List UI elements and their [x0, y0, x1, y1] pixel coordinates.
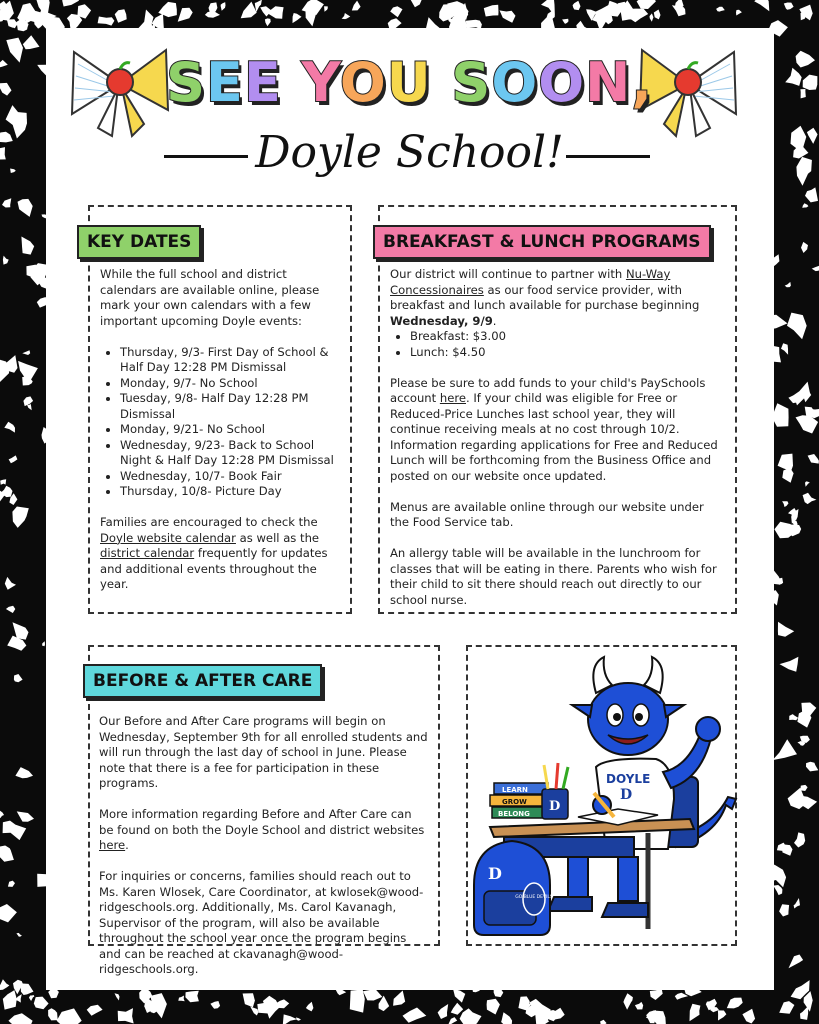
breakfast-text: . If your child was eligible for Free or Reduced-Price Lunches last school year, they will continue receiving meals at no cost through 10/2. Information regarding applications for Free and Reduced Lunch will be forthcoming from the Business Office and posted on our website once updated. [390, 391, 718, 483]
care-p3: For inquiries or concerns, families should reach out to Ms. Karen Wlosek, Care Coordinator, at kwlosek@wood-ridgeschools.org. Additionally, Ms. Carol Kavanagh, Supervisor of the program, will also be available throughout the school year once the program begins and can be reached at ckavanagh@wood-ridgeschools.org. [99, 869, 424, 976]
book-label: BELONG [498, 810, 530, 818]
key-dates-outro-text: as well as the [235, 530, 320, 545]
key-dates-outro [100, 515, 336, 593]
page-title [0, 48, 819, 118]
title-letter: U [386, 51, 432, 114]
backpack-letter: D [488, 864, 502, 883]
care-info-link[interactable]: here [99, 838, 126, 852]
breakfast-text: . [492, 313, 497, 328]
key-dates-outro-text: frequently for updates and additional events throughout the year. [100, 546, 328, 591]
care-p1: Our Before and After Care programs will begin on Wednesday, September 9th for all enrolled students and will run through the last day of school in June. Please note that there is a fee for participation in these programs. [99, 714, 428, 790]
title-letter: E [243, 51, 282, 114]
breakfast-p1 [390, 267, 725, 329]
breakfast-lunch-heading: BREAKFAST & LUNCH PROGRAMS [373, 225, 711, 259]
breakfast-text: Our district will continue to partner with [390, 267, 626, 281]
title-word [451, 51, 652, 114]
book-label: LEARN [502, 786, 528, 794]
list-item: • Thursday, 9/3- First Day of School & Half Day 12:28 PM Dismissal [120, 345, 336, 376]
title-letter: S [166, 51, 207, 114]
list-item: • Monday, 9/21- No School [120, 422, 336, 438]
title-letter: O [491, 51, 539, 114]
list-item: • Tuesday, 9/8- Half Day 12:28 PM Dismissal [120, 391, 336, 422]
title-letter: S [451, 51, 492, 114]
key-dates-list [100, 345, 336, 500]
key-dates-outro-text: Families are encouraged to check the [100, 515, 318, 529]
title-letter: N [585, 51, 632, 114]
nu-way-link[interactable]: Nu-Way Concessionaires [390, 267, 671, 297]
title-letter: O [538, 51, 586, 114]
list-item: • Wednesday, 10/7- Book Fair [120, 469, 336, 485]
start-date: Wednesday, 9/9 [390, 313, 493, 328]
breakfast-text: Please be sure to add funds to your child's PaySchools account [390, 375, 706, 405]
book-label: GROW [502, 798, 527, 806]
breakfast-p4: An allergy table will be available in the lunchroom for classes that will be eating in there. Parents who wish for their child to sit there should reach out directly to our school nurse. [390, 546, 717, 607]
title-letter: Y [301, 51, 340, 114]
title-word [166, 51, 282, 114]
title-letter: E [206, 51, 244, 114]
mascot-shirt-letter: D [620, 787, 633, 803]
price-list [390, 329, 725, 360]
keychain-tag-text: GO BLUE DEVILS [515, 895, 553, 900]
payschools-link[interactable]: here [439, 391, 467, 405]
mascot-shirt-text: DOYLE [606, 772, 651, 786]
list-item: • Monday, 9/7- No School [120, 376, 336, 392]
breakfast-text: as our food service provider, with breakfast and lunch available for purchase beginning [390, 282, 700, 312]
key-dates-intro: While the full school and district calendars are available online, please mark your own calendars with a few important upcoming Doyle events: [100, 267, 320, 328]
title-letter: , [631, 51, 653, 114]
page-subtitle: Doyle School! [255, 127, 564, 178]
list-item: • Thursday, 10/8- Picture Day [120, 484, 336, 500]
blue-devil-mascot-image [468, 647, 735, 944]
care-heading: BEFORE & AFTER CARE [83, 664, 322, 698]
doyle-calendar-link[interactable]: Doyle website calendar [100, 530, 236, 545]
cup-letter: D [549, 799, 561, 814]
mascot-box [466, 645, 737, 946]
list-item: • Wednesday, 9/23- Back to School Night & Half Day 12:28 PM Dismissal [120, 438, 336, 469]
key-dates-heading: KEY DATES [77, 225, 201, 259]
care-p2 [99, 807, 429, 854]
list-item: • Breakfast: $3.00 [410, 329, 725, 345]
title-word [302, 51, 432, 114]
care-text: More information regarding Before and After Care can be found on both the Doyle School and district websites [99, 807, 425, 837]
care-text: . [125, 838, 129, 852]
title-letter: O [339, 51, 387, 114]
breakfast-p2 [390, 376, 725, 485]
key-dates-content [100, 267, 336, 608]
list-item: • Lunch: $4.50 [410, 345, 725, 361]
district-calendar-link[interactable]: district calendar [100, 546, 195, 560]
care-content [99, 714, 429, 993]
breakfast-p3: Menus are available online through our website under the Food Service tab. [390, 499, 704, 529]
breakfast-lunch-content [390, 267, 725, 624]
